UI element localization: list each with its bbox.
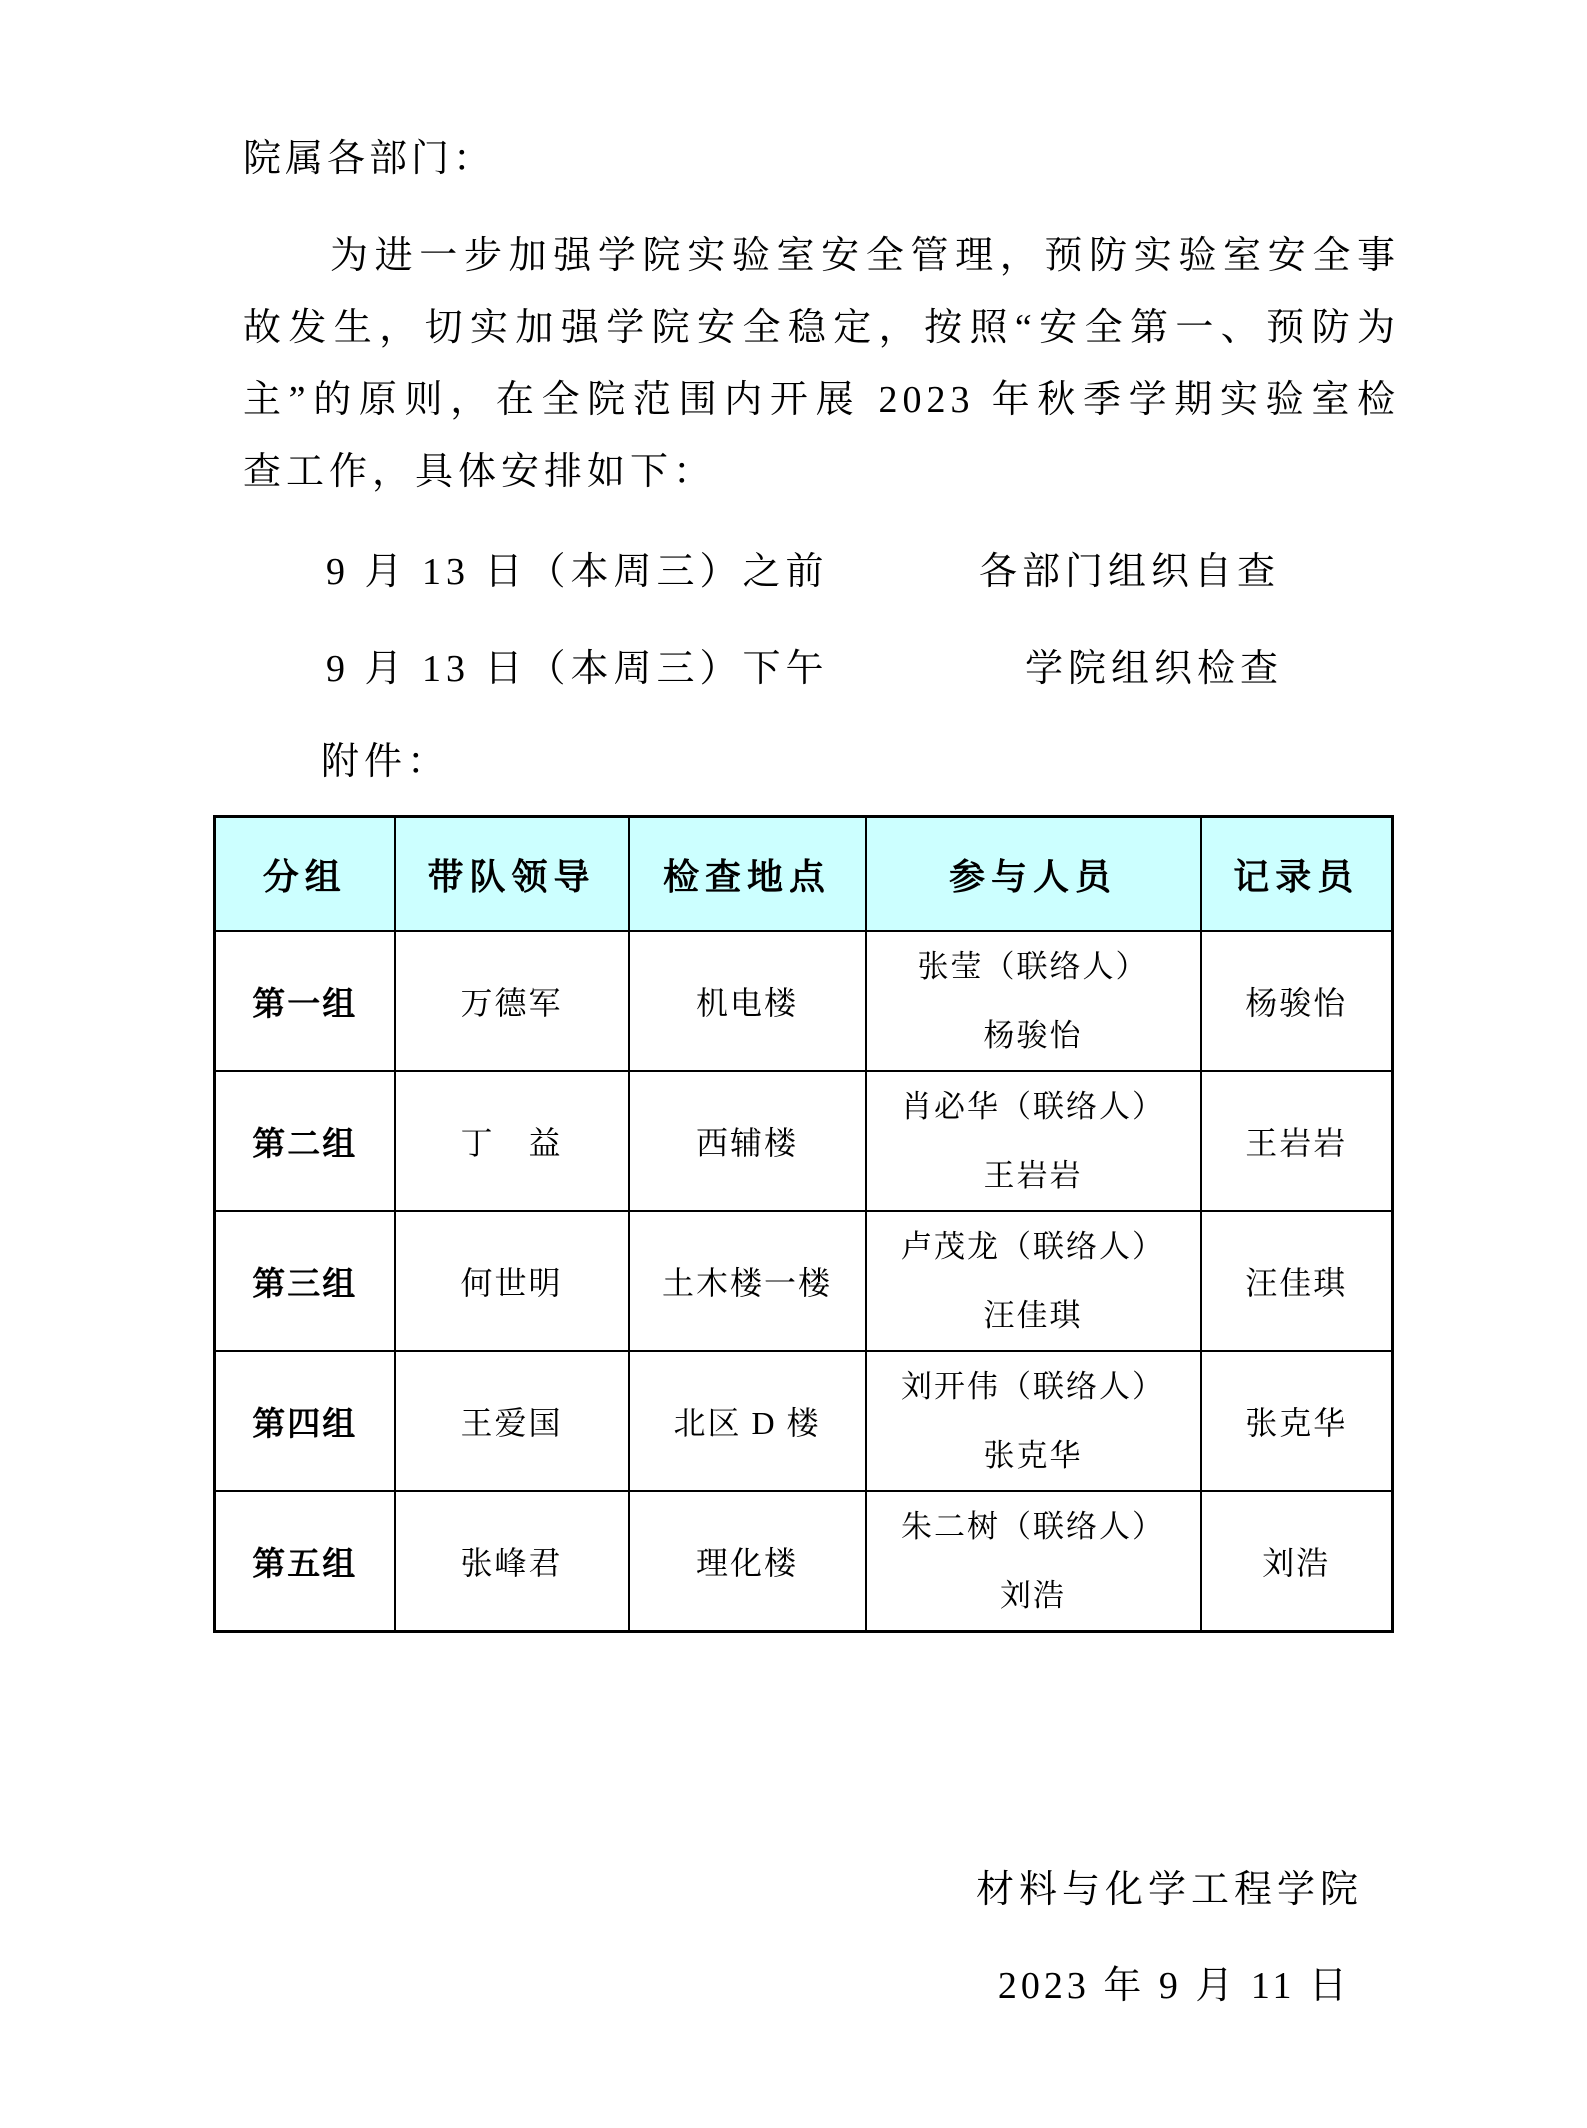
cell-participants — [866, 1211, 1201, 1351]
schedule-time: 9 月 13 日（本周三）之前 — [326, 551, 829, 593]
cell-recorder: 张克华 — [1201, 1351, 1393, 1491]
cell-leader: 万德军 — [395, 931, 629, 1071]
inspection-groups-table — [213, 815, 1394, 1633]
cell-group: 第三组 — [215, 1211, 395, 1351]
cell-leader: 何世明 — [395, 1211, 629, 1351]
cell-leader: 张峰君 — [395, 1491, 629, 1632]
cell-participants — [866, 1351, 1201, 1491]
cell-group: 第二组 — [215, 1071, 395, 1211]
participant-line: 张莹（联络人） — [917, 949, 1149, 984]
intro-paragraph — [243, 220, 1400, 508]
table-row — [215, 1071, 1393, 1211]
cell-group: 第五组 — [215, 1491, 395, 1632]
salutation: 院属各部门： — [243, 138, 496, 180]
table-header-row — [215, 817, 1393, 932]
participant-line: 汪佳琪 — [983, 1298, 1083, 1333]
signature-date: 2023 年 9 月 11 日 — [997, 1965, 1351, 2007]
participant-line: 刘开伟（联络人） — [901, 1369, 1165, 1404]
cell-location: 北区 D 楼 — [629, 1351, 866, 1491]
cell-leader: 丁 益 — [395, 1071, 629, 1211]
participant-line: 张克华 — [983, 1438, 1083, 1473]
header-recorder: 记录员 — [1201, 817, 1393, 932]
header-participants: 参与人员 — [866, 817, 1201, 932]
cell-group: 第一组 — [215, 931, 395, 1071]
intro-line: 故发生，切实加强学院安全稳定，按照“安全第一、预防为 — [243, 307, 1400, 349]
table-row — [215, 1351, 1393, 1491]
header-leader: 带队领导 — [395, 817, 629, 932]
participant-line: 朱二树（联络人） — [901, 1509, 1165, 1544]
table-row — [215, 931, 1393, 1071]
table-row — [215, 1211, 1393, 1351]
cell-leader: 王爱国 — [395, 1351, 629, 1491]
cell-group: 第四组 — [215, 1351, 395, 1491]
schedule-line — [243, 633, 1400, 705]
attachment-label: 附件： — [321, 741, 451, 783]
header-location: 检查地点 — [629, 817, 866, 932]
cell-recorder: 王岩岩 — [1201, 1071, 1393, 1211]
cell-recorder: 汪佳琪 — [1201, 1211, 1393, 1351]
participant-line: 刘浩 — [1000, 1578, 1066, 1613]
cell-location: 机电楼 — [629, 931, 866, 1071]
participant-line: 杨骏怡 — [983, 1018, 1083, 1053]
table-row — [215, 1491, 1393, 1632]
schedule-task: 学院组织检查 — [1025, 648, 1284, 690]
signature-organization: 材料与化学工程学院 — [975, 1869, 1363, 1911]
participant-line: 卢茂龙（联络人） — [901, 1229, 1165, 1264]
participant-line: 王岩岩 — [983, 1158, 1083, 1193]
cell-location: 理化楼 — [629, 1491, 866, 1632]
cell-recorder: 杨骏怡 — [1201, 931, 1393, 1071]
participant-line: 肖必华（联络人） — [901, 1089, 1165, 1124]
cell-location: 土木楼一楼 — [629, 1211, 866, 1351]
cell-location: 西辅楼 — [629, 1071, 866, 1211]
cell-participants — [866, 1491, 1201, 1632]
schedule-line — [243, 536, 1400, 608]
schedule-task: 各部门组织自查 — [979, 551, 1281, 593]
intro-line: 查工作，具体安排如下： — [243, 451, 717, 493]
cell-participants — [866, 931, 1201, 1071]
cell-recorder: 刘浩 — [1201, 1491, 1393, 1632]
cell-participants — [866, 1071, 1201, 1211]
intro-line: 为进一步加强学院实验室安全管理，预防实验室安全事 — [330, 235, 1400, 277]
header-group: 分组 — [215, 817, 395, 932]
schedule-time: 9 月 13 日（本周三）下午 — [326, 648, 829, 690]
intro-line: 主”的原则，在全院范围内开展 2023 年秋季学期实验室检 — [243, 379, 1400, 421]
